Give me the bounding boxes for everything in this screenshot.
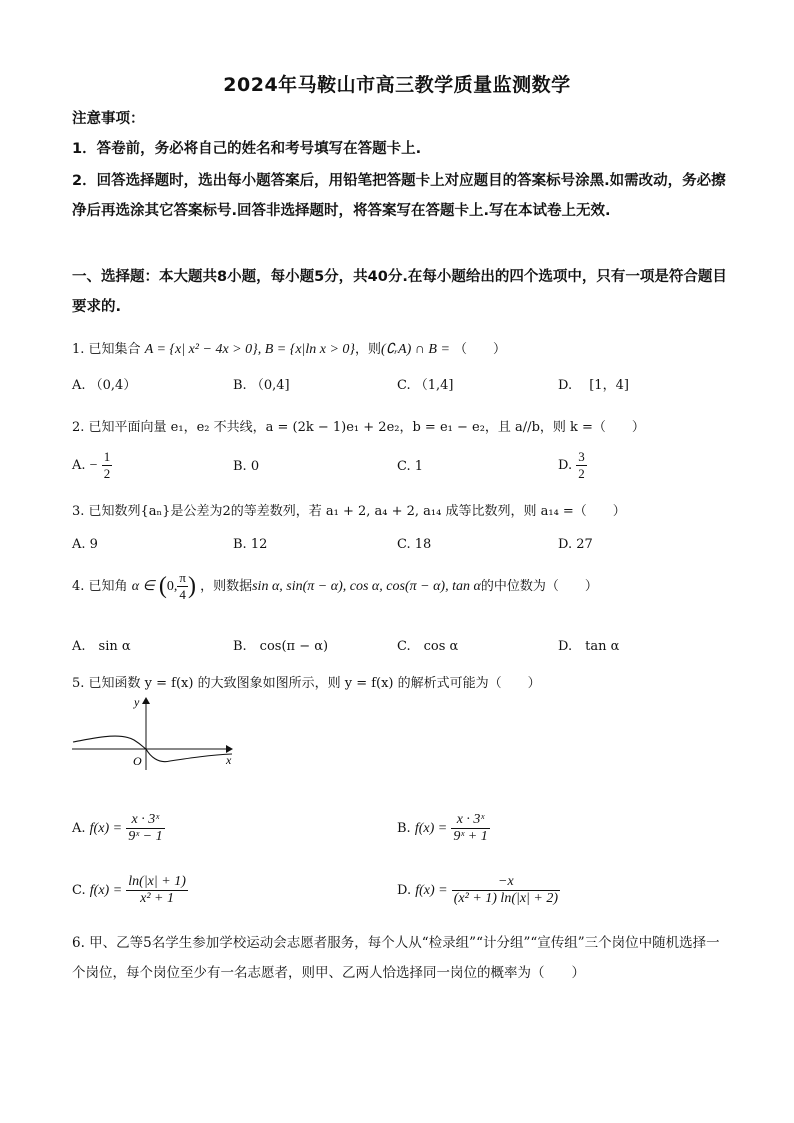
minus-sign: − (89, 458, 98, 473)
option-fraction (452, 874, 560, 907)
option-label: B. (397, 821, 411, 836)
fraction-numerator: 3 (578, 449, 585, 464)
question-4-option-a[interactable]: A. sin α (72, 639, 131, 654)
origin-label: O (133, 754, 142, 768)
question-2-option-d[interactable] (558, 449, 587, 482)
question-2-option-d-label: D. (558, 458, 573, 473)
fraction-denominator: 2 (578, 466, 585, 481)
notice-heading: 注意事项： (72, 111, 145, 127)
question-4-stem-post: 的中位数为（ ） (480, 579, 598, 594)
page-title: 2024年马鞍山市高三教学质量监测数学 (223, 74, 571, 96)
question-1-answer-paren: （ ） (454, 342, 507, 357)
option-lhs: f(x) = (89, 883, 123, 898)
fraction-denominator: x² + 1 (140, 891, 174, 906)
option-lhs: f(x) = (414, 821, 448, 836)
question-4 (72, 570, 732, 603)
question-1-stem-post: ，则 (355, 342, 382, 357)
question-3-option-b[interactable]: B. 12 (233, 537, 268, 552)
question-2-option-d-fraction (576, 449, 587, 482)
fraction-numerator: −x (452, 874, 560, 891)
question-1-option-c[interactable]: C. （1,4] (397, 378, 454, 393)
question-1-stem-pre: 1. 已知集合 (72, 342, 141, 357)
fraction-numerator: ln(|x| + 1) (128, 874, 186, 889)
question-3-option-d[interactable]: D. 27 (558, 537, 593, 552)
fraction-denominator: 9ˣ + 1 (453, 829, 488, 844)
question-5-option-a[interactable] (72, 812, 165, 845)
notice-item-2: 2．回答选择题时，选出每小题答案后，用铅笔把答题卡上对应题目的答案标号涂黑.如需改动，务必擦净后再选涂其它答案标号.回答非选择题时，将答案写在答题卡上.写在本试卷上无效. (72, 173, 726, 219)
question-2-stem: 2. 已知平面向量 e₁，e₂ 不共线，a = (2k − 1)e₁ + 2e₂，b = e₁ − e₂，且 a//b，则 k =（ ） (72, 420, 645, 435)
fraction-denominator: 2 (103, 466, 111, 481)
question-4-stem-mid: ，则数据 (200, 579, 253, 594)
fraction-denominator: (x² + 1) ln(|x| + 2) (453, 891, 559, 906)
question-3-stem: 3. 已知数列{aₙ}是公差为2的等差数列，若 a₁ + 2, a₄ + 2, a₁₄ 成等比数列，则 a₁₄ =（ ） (72, 504, 626, 519)
question-4-fraction (177, 570, 188, 603)
close-paren: ) (187, 573, 196, 599)
question-1-expression: (∁ᵣA) ∩ B = (381, 342, 450, 357)
alpha-symbol: α ∈ (131, 579, 155, 594)
question-1-option-d[interactable]: D. [1，4] (558, 378, 629, 393)
open-paren: ( (158, 573, 167, 599)
zero-value: 0, (166, 579, 178, 594)
fraction-denominator: 9ˣ − 1 (128, 829, 163, 844)
y-axis-label: y (134, 695, 140, 709)
fraction-numerator: π (179, 570, 186, 585)
question-5-stem: 5. 已知函数 y = f(x) 的大致图象如图所示，则 y = f(x) 的解析式可能为（ ） (72, 676, 541, 691)
question-2-option-a-label: A. (72, 458, 86, 473)
question-3-option-c[interactable]: C. 18 (397, 537, 432, 552)
option-label: A. (72, 821, 86, 836)
option-fraction (451, 812, 489, 845)
question-1-set-a: A = {x| x² − 4x > 0} (144, 342, 258, 357)
question-5-option-c[interactable] (72, 874, 188, 907)
option-label: C. (72, 883, 86, 898)
question-5-option-d[interactable] (397, 874, 560, 907)
question-2-option-c[interactable]: C. 1 (397, 459, 424, 474)
question-2-option-a-fraction (102, 449, 113, 482)
option-lhs: f(x) = (89, 821, 123, 836)
question-1-option-b[interactable]: B. （0,4] (233, 378, 290, 393)
fraction-numerator: x · 3ˣ (451, 812, 489, 829)
question-4-data-list: sin α, sin(π − α), cos α, cos(π − α), tan α (252, 579, 481, 594)
question-4-option-d[interactable]: D. tan α (558, 639, 620, 654)
notice-item-1: 1．答卷前，务必将自己的姓名和考号填写在答题卡上. (72, 141, 422, 157)
question-6-stem: 6. 甲、乙等5名学生参加学校运动会志愿者服务，每个人从“检录组”“计分组”“宣传组”三个岗位中随机选择一个岗位，每个岗位至少有一名志愿者，则甲、乙两人恰选择同一岗位的概率为（ ） (72, 935, 720, 981)
question-2-option-b[interactable]: B. 0 (233, 459, 260, 474)
option-lhs: f(x) = (415, 883, 448, 898)
x-axis-label: x (226, 753, 232, 767)
question-1-option-a[interactable]: A. （0,4） (72, 378, 137, 393)
fraction-denominator: 4 (179, 587, 186, 602)
question-1 (72, 338, 732, 358)
question-5-option-b[interactable] (397, 812, 490, 845)
question-2-option-a[interactable] (72, 449, 112, 482)
fraction-numerator: 1 (103, 449, 111, 464)
question-3-option-a[interactable]: A. 9 (72, 537, 98, 552)
section-1-heading: 一、选择题：本大题共8小题，每小题5分，共40分.在每小题给出的四个选项中，只有一项是符合题目要求的. (72, 269, 727, 315)
question-1-set-b: , B = {x|ln x > 0} (257, 342, 356, 357)
function-graph (70, 692, 240, 772)
option-label: D. (397, 883, 412, 898)
fraction-numerator: x · 3ˣ (126, 812, 164, 829)
option-fraction (126, 812, 164, 845)
question-4-option-b[interactable]: B. cos(π − α) (233, 639, 329, 654)
question-4-stem-pre: 4. 已知角 (72, 579, 128, 594)
question-4-option-c[interactable]: C. cos α (397, 639, 459, 654)
option-fraction (126, 874, 188, 907)
